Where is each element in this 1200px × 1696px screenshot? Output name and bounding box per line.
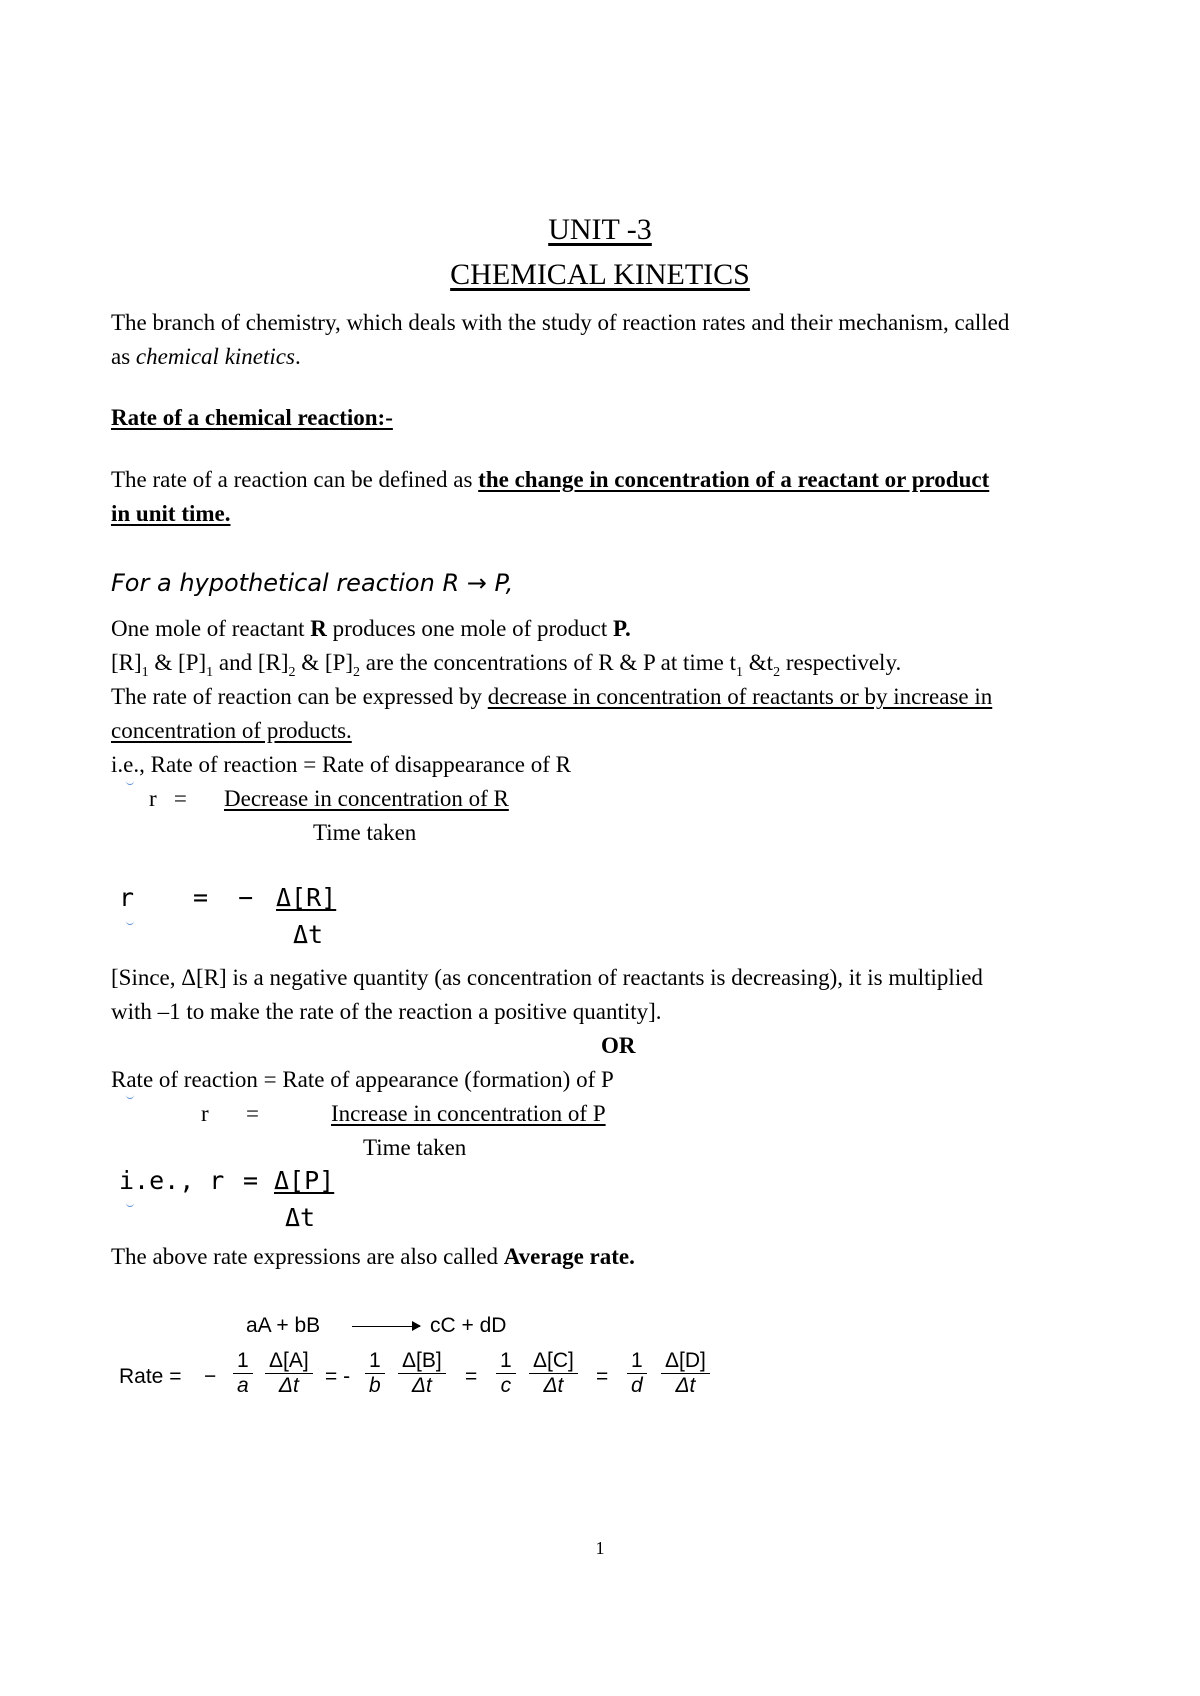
intro-line-2 <box>111 340 301 374</box>
conc-p1: [R] <box>111 650 142 675</box>
appearance-line: Rate of reaction = Rate of appearance (formation) of P <box>111 1067 614 1092</box>
average-rate-term: Average rate. <box>503 1244 635 1269</box>
increase-numerator: Increase in concentration of P <box>331 1101 606 1126</box>
general-reactants: aA + bB <box>246 1314 321 1337</box>
conc-p5: are the concentrations of R & P at time t <box>360 650 737 675</box>
definition-line-1 <box>111 463 989 497</box>
reaction-arrow-icon <box>352 1326 420 1327</box>
formula-r-numerator: Δ[R] <box>276 883 337 912</box>
annotation-tick <box>126 778 134 785</box>
rate-term-delta-fraction <box>398 1349 446 1398</box>
disappearance-line: i.e., Rate of reaction = Rate of disappearance of R <box>111 752 571 777</box>
formula-r-lhs: r <box>119 883 135 912</box>
fraction-one: 1 <box>627 1349 647 1374</box>
time-taken-denominator: Time taken <box>313 820 417 845</box>
rate-heading: Rate of a chemical reaction:- <box>111 405 393 430</box>
fraction-one: 1 <box>233 1349 253 1374</box>
conc-s4: 2 <box>353 665 361 680</box>
conc-s2: 1 <box>206 665 214 680</box>
fraction-delta-concentration: Δ[A] <box>265 1349 313 1374</box>
conc-s1: 1 <box>141 665 149 680</box>
mole-line-b: R <box>310 616 327 641</box>
fraction-delta-concentration: Δ[D] <box>661 1349 710 1374</box>
rate-term-coefficient-fraction <box>365 1349 385 1398</box>
fraction-delta-t: Δt <box>411 1374 432 1397</box>
mole-line-d: P. <box>613 616 631 641</box>
rate-term-sign: = - <box>325 1365 351 1388</box>
annotation-tick <box>126 1200 134 1207</box>
conc-p7: respectively. <box>780 650 902 675</box>
intro-line-1: The branch of chemistry, which deals with the study of reaction rates and their mechanism, called <box>111 310 1010 335</box>
annotation-tick <box>126 1092 134 1099</box>
mole-line-a: One mole of reactant <box>111 616 311 641</box>
expressed-line-2: concentration of products. <box>111 718 352 743</box>
intro-period: . <box>294 344 301 369</box>
rate-term-sign: = <box>465 1365 478 1388</box>
conc-s5: 1 <box>736 665 744 680</box>
hypothetical-reaction: For a hypothetical reaction R → P, <box>111 569 514 597</box>
concentration-line <box>111 646 901 684</box>
fraction-one: 1 <box>496 1349 516 1374</box>
page-title: CHEMICAL KINETICS <box>450 258 750 291</box>
average-rate-line <box>111 1240 635 1274</box>
conc-s6: 2 <box>773 665 781 680</box>
page-number: 1 <box>595 1538 605 1558</box>
fraction-coefficient: b <box>369 1374 381 1397</box>
conc-p2: & [P] <box>148 650 207 675</box>
arrow-head-icon <box>412 1321 421 1331</box>
since-line-1: [Since, Δ[R] is a negative quantity (as concentration of reactants is decreasing), it is multiplied <box>111 965 983 990</box>
rate-r-equals: r = <box>149 786 187 811</box>
fraction-delta-concentration: Δ[B] <box>398 1349 446 1374</box>
fraction-coefficient: a <box>237 1374 249 1397</box>
general-products: cC + dD <box>430 1314 507 1337</box>
fraction-delta-t: Δt <box>278 1374 299 1397</box>
conc-p6: &t <box>743 650 774 675</box>
expressed-underline-1: decrease in concentration of reactants or by increase in <box>487 684 993 709</box>
appearance-time-taken: Time taken <box>363 1135 467 1160</box>
rate-label: Rate = <box>119 1365 182 1388</box>
definition-emphasis-1: the change in concentration of a reactant or product <box>478 467 990 492</box>
mole-line <box>111 612 631 646</box>
formula-p-denominator: Δt <box>285 1203 316 1232</box>
fraction-one: 1 <box>365 1349 385 1374</box>
fraction-coefficient: d <box>631 1374 643 1397</box>
expressed-line-1 <box>111 680 992 714</box>
formula-r-eq: = − <box>193 883 254 912</box>
rate-term-coefficient-fraction <box>233 1349 253 1398</box>
or-separator: OR <box>601 1033 636 1058</box>
rate-term-coefficient-fraction <box>496 1349 516 1398</box>
fraction-delta-t: Δt <box>543 1374 564 1397</box>
formula-r-denominator: Δt <box>293 920 324 949</box>
rate-term-sign: = <box>596 1365 609 1388</box>
rate-term-delta-fraction <box>529 1349 578 1398</box>
rate-term-delta-fraction <box>265 1349 313 1398</box>
appearance-r: r <box>201 1101 209 1126</box>
fraction-delta-concentration: Δ[C] <box>529 1349 578 1374</box>
intro-as: as <box>111 344 136 369</box>
fraction-coefficient: c <box>500 1374 512 1397</box>
annotation-tick <box>126 918 134 925</box>
mole-line-c: produces one mole of product <box>326 616 614 641</box>
decrease-numerator: Decrease in concentration of R <box>224 786 509 811</box>
formula-p-eq: = <box>243 1166 259 1195</box>
rate-term-sign: − <box>204 1365 217 1388</box>
formula-p-numerator: Δ[P] <box>274 1166 335 1195</box>
fraction-delta-t: Δt <box>675 1374 696 1397</box>
conc-p3: and [R] <box>213 650 289 675</box>
formula-p-lhs: i.e., r <box>119 1166 225 1195</box>
term-chemical-kinetics: chemical kinetics <box>135 344 295 369</box>
appearance-eq: = <box>246 1101 259 1126</box>
definition-emphasis-2: in unit time. <box>111 501 231 526</box>
definition-prefix: The rate of a reaction can be defined as <box>111 467 479 492</box>
expressed-prefix: The rate of reaction can be expressed by <box>111 684 488 709</box>
since-line-2: with –1 to make the rate of the reaction a positive quantity]. <box>111 999 662 1024</box>
conc-p4: & [P] <box>295 650 354 675</box>
conc-s3: 2 <box>288 665 296 680</box>
average-prefix: The above rate expressions are also called <box>111 1244 504 1269</box>
unit-heading: UNIT -3 <box>548 213 652 246</box>
rate-term-coefficient-fraction <box>627 1349 647 1398</box>
rate-term-delta-fraction <box>661 1349 710 1398</box>
